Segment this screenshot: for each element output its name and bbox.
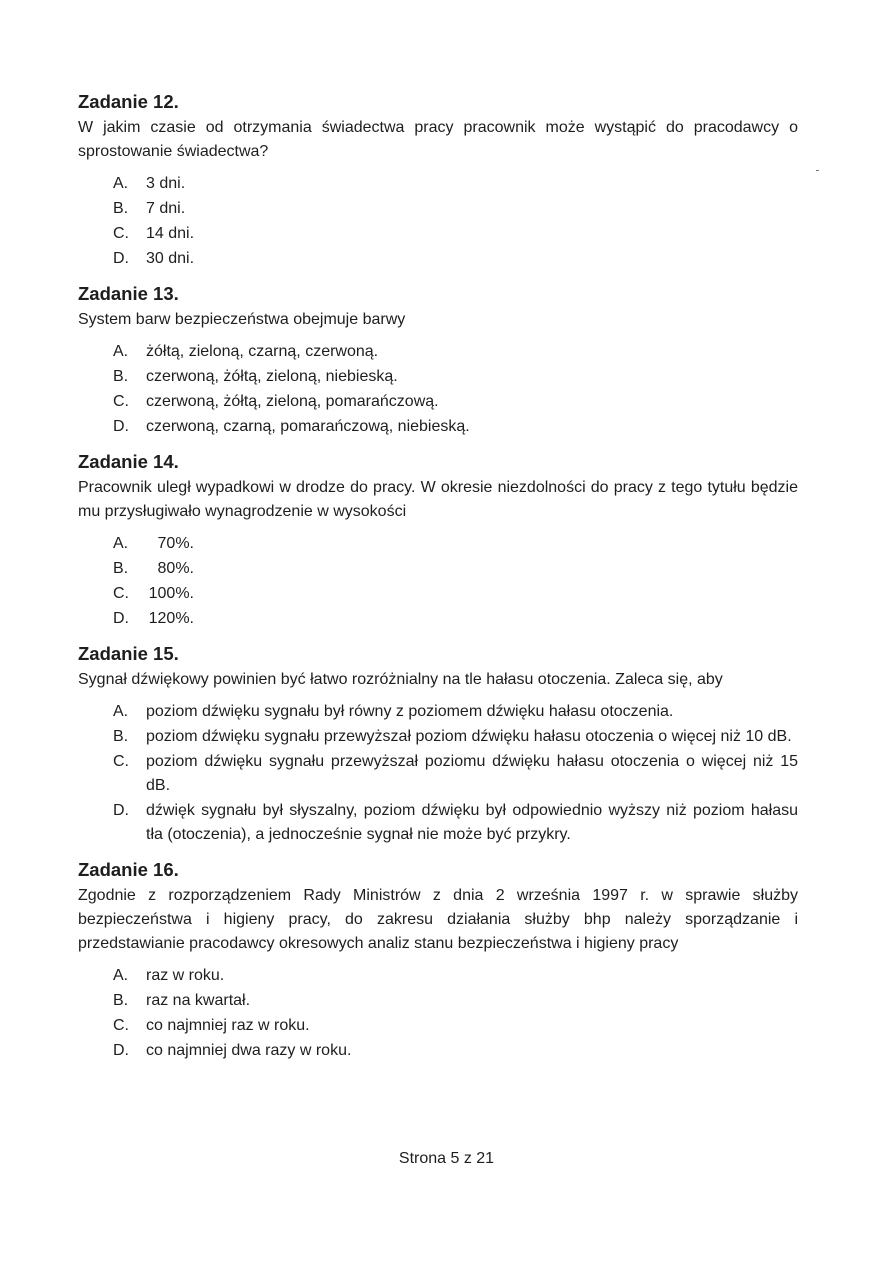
document-page bbox=[78, 90, 798, 1074]
scan-speck bbox=[816, 170, 819, 171]
answer-option-c[interactable] bbox=[78, 750, 798, 798]
option-letter: C. bbox=[113, 393, 129, 410]
task-title: Zadanie 15. bbox=[78, 643, 179, 664]
answer-option-a[interactable] bbox=[78, 340, 798, 364]
task-question: Pracownik uległ wypadkowi w drodze do pracy. W okresie niezdolności do pracy z tego tytułu będzie mu przysługiwało wynagrodzenie w wysokości bbox=[78, 479, 798, 520]
answer-option-b[interactable] bbox=[78, 197, 798, 221]
option-letter: B. bbox=[113, 728, 129, 745]
option-text: 3 dni. bbox=[146, 175, 186, 192]
option-text: co najmniej dwa razy w roku. bbox=[146, 1042, 352, 1059]
option-text: 120%. bbox=[148, 610, 194, 627]
option-letter: C. bbox=[113, 225, 129, 242]
option-letter: A. bbox=[113, 967, 129, 984]
task-question: W jakim czasie od otrzymania świadectwa pracy pracownik może wystąpić do pracodawcy o sprostowanie świadectwa? bbox=[78, 119, 798, 160]
task-16 bbox=[78, 858, 798, 1063]
answer-option-b[interactable] bbox=[78, 989, 798, 1013]
option-text: co najmniej raz w roku. bbox=[146, 1017, 310, 1034]
option-text: 30 dni. bbox=[146, 250, 195, 267]
answer-option-d[interactable] bbox=[78, 247, 798, 271]
option-text: raz w roku. bbox=[146, 967, 225, 984]
task-15 bbox=[78, 642, 798, 847]
answer-option-a[interactable] bbox=[78, 532, 798, 556]
task-title: Zadanie 14. bbox=[78, 451, 179, 472]
task-question: Zgodnie z rozporządzeniem Rady Ministrów z dnia 2 września 1997 r. w sprawie służby bezpieczeństwa i higieny pracy, do zakresu działania służby bhp należy sporządzanie i przedstawianie pracodawcy okresowych analiz stanu bezpieczeństwa i higieny pracy bbox=[78, 887, 798, 952]
option-text: 100%. bbox=[148, 585, 194, 602]
answer-option-a[interactable] bbox=[78, 700, 798, 724]
answer-options bbox=[78, 532, 798, 631]
task-14 bbox=[78, 450, 798, 631]
option-letter: B. bbox=[113, 560, 129, 577]
task-title: Zadanie 12. bbox=[78, 91, 179, 112]
answer-option-c[interactable] bbox=[78, 582, 798, 606]
answer-option-b[interactable] bbox=[78, 365, 798, 389]
option-letter: C. bbox=[113, 585, 129, 602]
answer-options bbox=[78, 964, 798, 1063]
answer-option-b[interactable] bbox=[78, 557, 798, 581]
answer-option-c[interactable] bbox=[78, 222, 798, 246]
option-letter: D. bbox=[113, 418, 129, 435]
option-text: 14 dni. bbox=[146, 225, 195, 242]
task-title: Zadanie 13. bbox=[78, 283, 179, 304]
option-letter: A. bbox=[113, 175, 129, 192]
option-text: poziom dźwięku sygnału był równy z poziomem dźwięku hałasu otoczenia. bbox=[146, 703, 674, 720]
answer-option-a[interactable] bbox=[78, 172, 798, 196]
option-text: poziom dźwięku sygnału przewyższał poziom dźwięku hałasu otoczenia o więcej niż 10 dB. bbox=[146, 728, 792, 745]
option-text: czerwoną, czarną, pomarańczową, niebieską. bbox=[146, 418, 470, 435]
option-letter: D. bbox=[113, 802, 129, 819]
option-text: 80%. bbox=[157, 560, 194, 577]
answer-option-a[interactable] bbox=[78, 964, 798, 988]
answer-option-c[interactable] bbox=[78, 1014, 798, 1038]
option-letter: C. bbox=[113, 1017, 129, 1034]
option-text: czerwoną, żółtą, zieloną, pomarańczową. bbox=[146, 393, 439, 410]
option-letter: D. bbox=[113, 610, 129, 627]
answer-options bbox=[78, 340, 798, 439]
option-letter: B. bbox=[113, 368, 129, 385]
option-text: czerwoną, żółtą, zieloną, niebieską. bbox=[146, 368, 398, 385]
option-text: raz na kwartał. bbox=[146, 992, 251, 1009]
answer-option-c[interactable] bbox=[78, 390, 798, 414]
answer-options bbox=[78, 700, 798, 847]
task-12 bbox=[78, 90, 798, 271]
option-letter: D. bbox=[113, 250, 129, 267]
option-text: dźwięk sygnału był słyszalny, poziom dźwięku był odpowiednio wyższy niż poziom hałasu tła (otoczenia), a jednocześnie sygnał nie może być przykry. bbox=[146, 802, 798, 843]
page-footer: Strona 5 z 21 bbox=[398, 1150, 495, 1167]
task-question: Sygnał dźwiękowy powinien być łatwo rozróżnialny na tle hałasu otoczenia. Zaleca się, aby bbox=[78, 671, 723, 688]
option-text: poziom dźwięku sygnału przewyższał poziomu dźwięku hałasu otoczenia o więcej niż 15 dB. bbox=[146, 753, 798, 794]
answer-option-d[interactable] bbox=[78, 607, 798, 631]
option-letter: C. bbox=[113, 753, 129, 770]
option-text: żółtą, zieloną, czarną, czerwoną. bbox=[146, 343, 379, 360]
task-title: Zadanie 16. bbox=[78, 859, 179, 880]
answer-options bbox=[78, 172, 798, 271]
task-question: System barw bezpieczeństwa obejmuje barwy bbox=[78, 311, 406, 328]
answer-option-d[interactable] bbox=[78, 415, 798, 439]
option-letter: B. bbox=[113, 992, 129, 1009]
answer-option-b[interactable] bbox=[78, 725, 798, 749]
option-letter: A. bbox=[113, 703, 129, 720]
option-letter: A. bbox=[113, 535, 129, 552]
task-13 bbox=[78, 282, 798, 439]
answer-option-d[interactable] bbox=[78, 799, 798, 847]
option-text: 70%. bbox=[157, 535, 194, 552]
option-letter: D. bbox=[113, 1042, 129, 1059]
option-letter: B. bbox=[113, 200, 129, 217]
option-text: 7 dni. bbox=[146, 200, 186, 217]
answer-option-d[interactable] bbox=[78, 1039, 798, 1063]
option-letter: A. bbox=[113, 343, 129, 360]
